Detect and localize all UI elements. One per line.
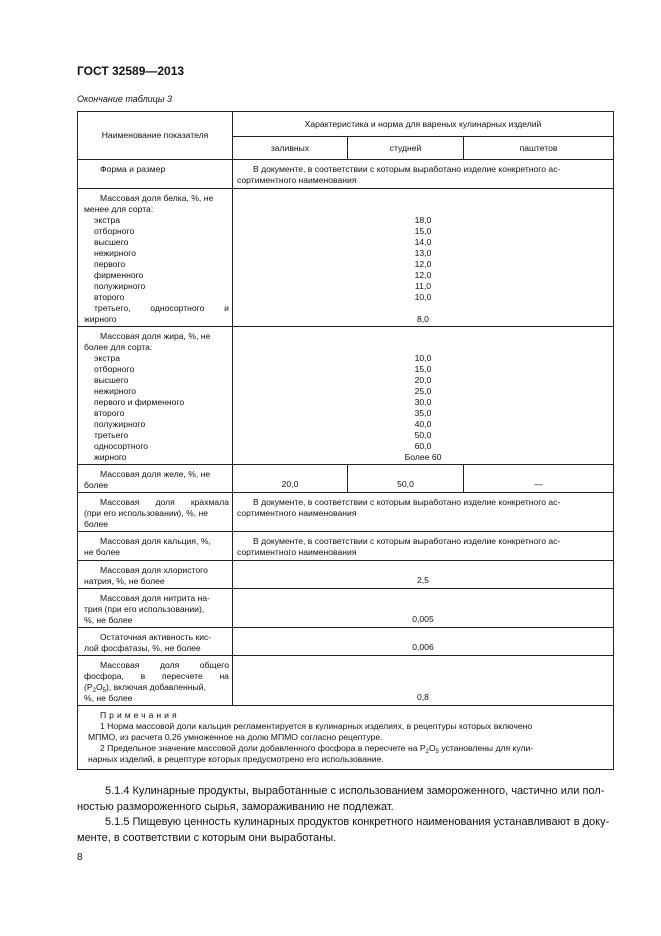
table-row	[78, 493, 614, 532]
table-row	[78, 628, 614, 656]
note-2-line: 2 Предельное значение массовой доли добавленного фосфора в пересчете на $P_2O_5$ установлены для кули-	[100, 743, 534, 755]
row-description: В документе, в соответствии с которым выработано изделие конкретного ас- сортиментного наименования	[233, 160, 614, 189]
row-label: Массовая доля крахмала (при его использовании), %, не более	[78, 493, 233, 532]
table-row	[78, 532, 614, 561]
row-label: Массовая доля желе, %, не более	[78, 465, 233, 493]
row-value: 50,0	[348, 465, 464, 493]
notes-row	[78, 706, 614, 770]
row-values: 18,0 15,0 14,0 13,0 12,0 12,0 11,0 10,0 8,0	[233, 189, 614, 327]
table-row	[78, 327, 614, 465]
table-row	[78, 465, 614, 493]
table-notes: Примечания 1 Норма массовой доли кальция регламентируется в кулинарных изделиях, в рецептуры которых включено МПМО, из расчета 0,26 умноженное на долю МПМО согласно рецептуре. 2 Предельное значение массовой доли добавленного фосфора в пересчете на $P_2O_5$ установлены для кули- нарных изделий, в рецептуре которых предусмотрено его использование.	[78, 706, 614, 770]
paragraph-5-1-5: 5.1.5 Пищевую ценность кулинарных продуктов конкретного наименования устанавливают в доку-	[105, 816, 610, 828]
body-text: 5.1.4 Кулинарные продукты, выработанные с использованием замороженного, частично или пол- ностью размороженного сырья, замораживанию не подлежат. 5.1.5 Пищевую ценность кулинарных продуктов конкретного наименования устанавливают в доку- менте, в соответствии с которым они выработаны.	[77, 784, 614, 846]
paragraph-5-1-4: 5.1.4 Кулинарные продукты, выработанные с использованием замороженного, частично или пол-	[105, 785, 605, 797]
row-value: 0,006	[233, 628, 614, 656]
table-row	[78, 160, 614, 189]
col-sub-header: паштетов	[464, 137, 614, 160]
row-label: Массовая доля жира, %, не более для сорта: экстра отборного высшего нежирного первого и фирменного второго полужирного третьего односортного жирного	[78, 327, 233, 465]
row-value: 0,8	[233, 656, 614, 706]
document-header: ГОСТ 32589—2013	[77, 64, 185, 78]
col-group-header: Характеристика и норма для вареных кулинарных изделий	[233, 112, 614, 137]
row-label: Форма и размер	[78, 160, 233, 189]
col-name-header: Наименование показателя	[78, 112, 233, 160]
row-label: Остаточная активность кис- лой фосфатазы, %, не более	[78, 628, 233, 656]
table-row	[78, 656, 614, 706]
table-row	[78, 189, 614, 327]
header-row	[78, 112, 614, 137]
row-description: В документе, в соответствии с которым выработано изделие конкретного ас- сортиментного наименования	[233, 532, 614, 561]
row-label: Массовая доля кальция, %, не более	[78, 532, 233, 561]
row-value: —	[464, 465, 614, 493]
notes-title: Примечания	[100, 710, 180, 720]
col-sub-header: заливных	[233, 137, 348, 160]
page-number: 8	[77, 852, 83, 863]
characteristics-table	[77, 111, 614, 770]
table-row	[78, 561, 614, 589]
row-description: В документе, в соответствии с которым выработано изделие конкретного ас- сортиментного наименования	[233, 493, 614, 532]
phosphorus-formula-line: $(P_2O_5)$, включая добавленный,	[84, 682, 206, 694]
row-label: Массовая доля белка, %, не менее для сорта: экстра отборного высшего нежирного первого фирменного полужирного второго третьего, односортного и жирного	[78, 189, 233, 327]
table-row	[78, 589, 614, 628]
row-label: Массовая доля общего фосфора, в пересчете на $(P_2O_5)$, включая добавленный, %, не более	[78, 656, 233, 706]
row-value: 2,5	[233, 561, 614, 589]
col-sub-header: студней	[348, 137, 464, 160]
row-value: 0,005	[233, 589, 614, 628]
row-values: 10,0 15,0 20,0 25,0 30,0 35,0 40,0 50,0 60,0 Более 60	[233, 327, 614, 465]
row-value: 20,0	[233, 465, 348, 493]
table-caption: Окончание таблицы 3	[77, 94, 172, 104]
row-label: Массовая доля нитрита на- трия (при его использовании), %, не более	[78, 589, 233, 628]
row-label: Массовая доля хлористого натрия, %, не более	[78, 561, 233, 589]
